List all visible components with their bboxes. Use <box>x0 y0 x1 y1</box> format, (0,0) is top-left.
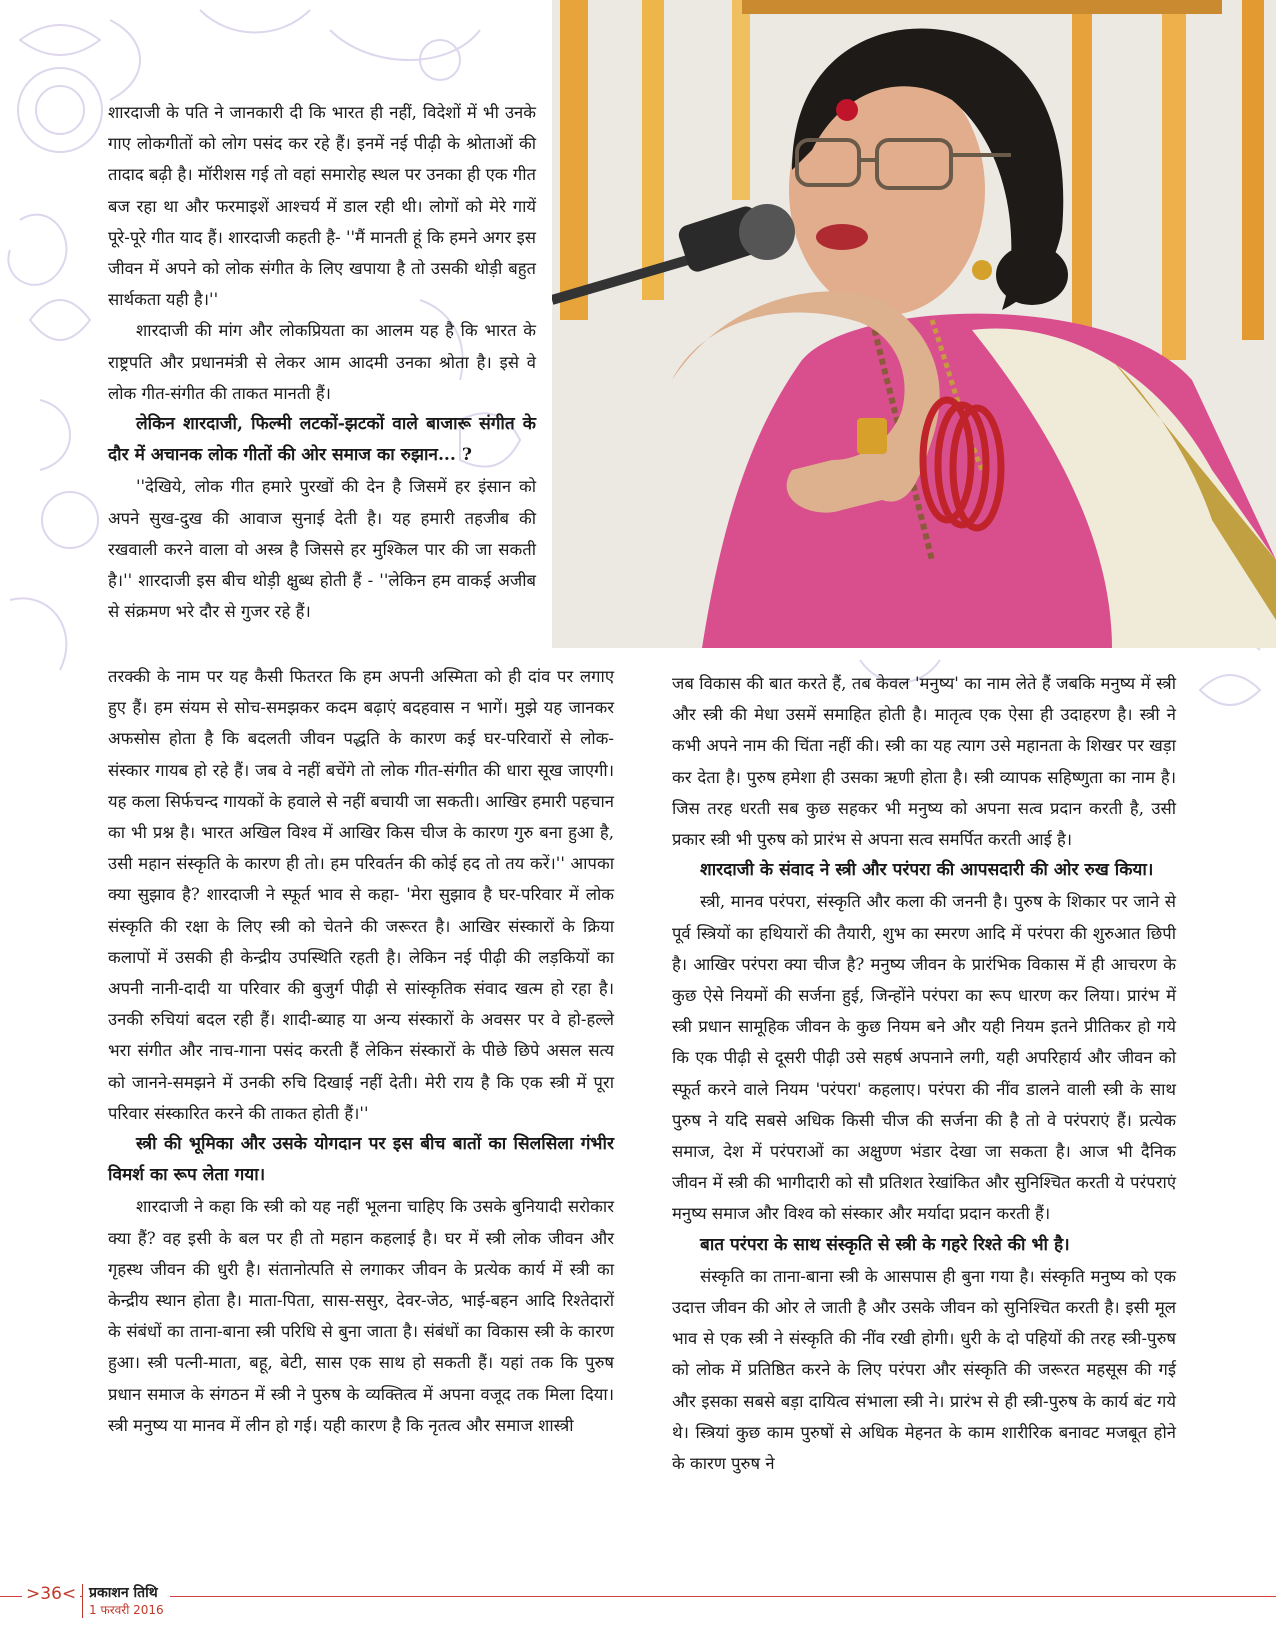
footer-rule <box>0 1596 1276 1597</box>
page-number-value: 36 <box>40 1584 62 1604</box>
paragraph: संस्कृति का ताना-बाना स्त्री के आसपास ही बुना गया है। संस्कृति मनुष्य को एक उदात्त जीवन की ओर ले जाती है और उसके जीवन को सुनिश्चित करती है। इसी मूल भाव से एक स्त्री ने संस्कृति की नींव रखी होगी। धुरी के दो पहियों की तरह स्त्री-पुरुष को लोक में प्रतिष्ठित करने के लिए परंपरा और संस्कृति की जरूरत महसूस की गई और इसका सबसे बड़ा दायित्व संभाला स्त्री ने। प्रारंभ से ही स्त्री-पुरुष के कार्य बंट गये थे। स्त्रियां कुछ काम पुरुषों से अधिक मेहनत के काम शारीरिक बनावट मजबूत होने के कारण पुरुष ने <box>672 1266 1176 1474</box>
publication-label: प्रकाशन तिथि <box>89 1585 158 1601</box>
interview-question: लेकिन शारदाजी, फिल्मी लटकों-झटकों वाले बाजारू संगीत के दौर में अचानक लोक गीतों की ओर समाज का रुझान... ? <box>108 414 536 466</box>
paragraph: शारदाजी की मांग और लोकप्रियता का आलम यह है कि भारत के राष्ट्रपति और प्रधानमंत्री से लेकर आम आदमी उनका श्रोता है। इसे वे लोक गीत-संगीत की ताकत मानती हैं। <box>108 321 536 403</box>
singer-photo <box>552 0 1276 648</box>
paragraph: जब विकास की बात करते हैं, तब केवल 'मनुष्य' का नाम लेते हैं जबकि मनुष्य में स्त्री और स्त्री की मेधा उसमें समाहित होती है। मातृत्व एक ऐसा ही उदाहरण है। स्त्री ने कभी अपने नाम की चिंता नहीं की। स्त्री का यह त्याग उसे महानता के शिखर पर खड़ा कर देता है। पुरुष हमेशा ही उसका ऋणी होता है। स्त्री व्यापक सहिष्णुता का नाम है। जिस तरह धरती सब कुछ सहकर भी मनुष्य को अपना सत्व प्रदान करती है, उसी प्रकार स्त्री भी पुरुष को प्रारंभ से अपना सत्व समर्पित करती आई है। <box>672 674 1176 850</box>
article-column-right <box>672 668 1176 1479</box>
page-footer <box>0 1584 1276 1650</box>
paragraph: शारदाजी ने कहा कि स्त्री को यह नहीं भूलना चाहिए कि उसके बुनियादी सरोकार क्या हैं? वह इसी के बल पर ही तो महान कहलाई है। घर में स्त्री लोक जीवन और गृहस्थ जीवन की धुरी है। संतानोत्पति से लगाकर जीवन के प्रत्येक कार्य में स्त्री का केन्द्रीय स्थान होता है। माता-पिता, सास-ससुर, देवर-जेठ, भाई-बहन आदि रिश्तेदारों के संबंधों का ताना-बाना स्त्री परिधि से बुना जाता है। संबंधों का विकास स्त्री के कारण हुआ। स्त्री पत्नी-माता, बहू, बेटी, सास एक साथ हो सकती हैं। यहां तक कि पुरुष प्रधान समाज के संगठन में स्त्री ने पुरुष के व्यक्तित्व में अपना वजूद तक मिला दिया। स्त्री मनुष्य या मानव में लीन हो गई। यही कारण है कि नृतत्व और समाज शास्त्री <box>108 1197 614 1435</box>
page-number: >36< <box>22 1584 80 1604</box>
interview-question: स्त्री की भूमिका और उसके योगदान पर इस बीच बातों का सिलसिला गंभीर विमर्श का रूप लेता गया। <box>108 1134 614 1186</box>
interview-question: शारदाजी के संवाद ने स्त्री और परंपरा की आपसदारी की ओर रुख किया। <box>700 860 1154 881</box>
publication-info <box>82 1584 170 1618</box>
publication-date: 1 फरवरी 2016 <box>89 1603 164 1617</box>
interview-question: बात परंपरा के साथ संस्कृति से स्त्री के गहरे रिश्ते की भी है। <box>700 1234 1070 1255</box>
paragraph: तरक्की के नाम पर यह कैसी फितरत कि हम अपनी अस्मिता को ही दांव पर लगाए हुए हैं। हम संयम से सोच-समझकर कदम बढ़ाएं बदहवास न भागें। मुझे यह जानकर अफसोस होता है कि बदलती जीवन पद्धति के कारण कई घर-परिवारों से लोक-संस्कार गायब हो रहे हैं। जब वे नहीं बचेंगे तो लोक गीत-संगीत की धारा सूख जाएगी। यह कला सिर्फचन्द गायकों के हवाले से नहीं बचायी जा सकती। आखिर हमारी पहचान का भी प्रश्न है। भारत अखिल विश्व में आखिर किस चीज के कारण गुरु बना हुआ है, उसी महान संस्कृति के कारण ही तो। हम परिवर्तन की कोई हद तो तय करें।'' आपका क्या सुझाव है? शारदाजी ने स्फूर्त भाव से कहा- 'मेरा सुझाव है घर-परिवार में लोक संस्कृति की रक्षा के लिए स्त्री को चेतने की जरूरत है। आखिर संस्कारों के क्रिया कलापों में उसकी ही केन्द्रीय उपस्थिति रहती है। लेकिन नई पीढ़ी की लड़कियों का अपनी नानी-दादी या परिवार की बुजुर्ग पीढ़ी से सांस्कृतिक संवाद खत्म हो रहा है। उनकी रुचियां बदल रही हैं। शादी-ब्याह या अन्य संस्कारों के अवसर पर वे हो-हल्ले भरा संगीत और नाच-गाना पसंद करती हैं लेकिन संस्कारों के पीछे छिपे असल सत्य को जानने-समझने में उनकी रुचि दिखाई नहीं देती। मेरी राय है कि एक स्त्री में पूरा परिवार संस्कारित करने की ताकत होती हैं।'' <box>108 667 614 1123</box>
paragraph: शारदाजी के पति ने जानकारी दी कि भारत ही नहीं, विदेशों में भी उनके गाए लोकगीतों को लोग पसंद कर रहे हैं। इनमें नई पीढ़ी के श्रोताओं की तादाद बढ़ी है। मॉरीशस गई तो वहां समारोह स्थल पर उनका ही एक गीत बज रहा था और फरमाइशें आश्चर्य में डाल रही थी। लोगों को मेरे गायें पूरे-पूरे गीत याद हैं। शारदाजी कहती है- ''मैं मानती हूं कि हमने अगर इस जीवन में अपने को लोक संगीत के लिए खपाया है तो उसकी थोड़ी बहुत सार्थकता यही है।'' <box>108 103 536 310</box>
paragraph: ''देखिये, लोक गीत हमारे पुरखों की देन है जिसमें हर इंसान को अपने सुख-दुख की आवाज सुनाई देती है। यह हमारी तहजीब की रखवाली करने वाला वो अस्त्र है जिससे हर मुश्किल पार की जा सकती है।'' शारदाजी इस बीच थोड़ी क्षुब्ध होती हैं - ''लेकिन हम वाकई अजीब से संक्रमण भरे दौर से गुजर रहे हैं। <box>108 477 536 622</box>
paragraph: स्त्री, मानव परंपरा, संस्कृति और कला की जननी है। पुरुष के शिकार पर जाने से पूर्व स्त्रियों का हथियारों की तैयारी, शुभ का स्मरण आदि में परंपरा की शुरुआत छिपी है। आखिर परंपरा क्या चीज है? मनुष्य जीवन के प्रारंभिक विकास में ही आचरण के कुछ ऐसे नियमों की सर्जना हुई, जिन्होंने परंपरा का रूप धारण कर लिया। प्रारंभ में स्त्री प्रधान सामूहिक जीवन के कुछ नियम बने और यही नियम इतने प्रीतिकर हो गये कि एक पीढ़ी से दूसरी पीढ़ी उसे सहर्ष अपनाने लगी, यही अपरिहार्य और जीवन को स्फूर्त करने वाले नियम 'परंपरा' कहलाए। परंपरा की नींव डालने वाली स्त्री के साथ पुरुष ने यदि सबसे अधिक किसी चीज की सर्जना की है तो वे परंपराएं हैं। प्रत्येक समाज, देश में परंपराओं का अक्षुण्ण भंडार देखा जा सकता है। आज भी दैनिक जीवन में स्त्री की भागीदारी को सौ प्रतिशत रेखांकित और सुनिश्चित करती ये परंपराएं मनुष्य समाज और विश्व को संस्कार और मर्यादा प्रदान करती हैं। <box>672 892 1176 1224</box>
article-column-left-upper <box>108 97 536 627</box>
article-column-left-lower <box>108 661 614 1441</box>
